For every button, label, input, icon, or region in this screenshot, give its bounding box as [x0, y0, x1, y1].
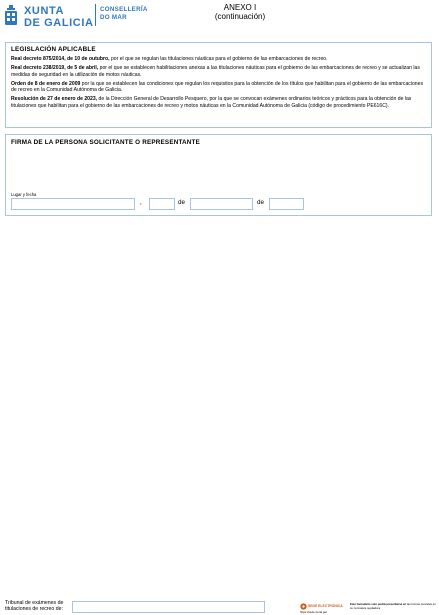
legislation-item-ref: Real decreto 875/2014, de 10 de outubro, [11, 56, 111, 62]
sede-logo-icon [300, 603, 307, 610]
submission-note-text: las formas previstas en su normativa reguladora [350, 602, 436, 610]
place-date-label: Lugar y fecha [11, 192, 37, 197]
signature-title: FIRMA DE LA PERSONA SOLICITANTE O REPRESENTANTE [11, 139, 200, 146]
legislation-item [11, 56, 427, 62]
legislation-item [11, 81, 427, 94]
de-separator-2: de [257, 199, 265, 206]
legislation-item-text: por el que se establecen habilitaciones anexas a las titulaciones náuticas para el gobierno de las embarcaciones de recreo y se actualizan las medidas de seguridad en la utilización de motos náuticas. [11, 65, 420, 78]
submission-note-bold: Este formulario solo podrá presentarse en [350, 602, 407, 606]
logo-divider [95, 4, 96, 26]
legislation-item-ref: Real decreto 238/2019, de 5 de abril, [11, 65, 100, 72]
submission-note [350, 603, 436, 610]
annex-subtitle: (continuación) [214, 12, 266, 21]
comma-separator: , [140, 199, 142, 206]
page-header [0, 0, 439, 40]
year-field[interactable] [269, 198, 304, 210]
department-line-2: DO MAR [100, 14, 127, 21]
day-field[interactable] [149, 198, 175, 210]
legislation-item-text: por el que se regulan las titulaciones náuticas para el gobierno de las embarcaciones de recreo. [110, 56, 328, 62]
legislation-title: LEGISLACIÓN APLICABLE [11, 46, 96, 53]
sede-label: SEDE ELECTRÓNICA [308, 603, 343, 608]
legislation-list [11, 56, 427, 112]
tribunal-label: Tribunal de exámenes de titulaciones de recreo de: [5, 600, 64, 612]
legislation-item-ref: Resolución de 27 de enero de 2023, [11, 96, 99, 103]
de-separator-1: de [178, 199, 186, 206]
legislation-item-text: de la Dirección General de Desarrollo Pesquero, por la que se convocan exámenes ordinarios teóricos y prácticos para la obtención de las titulaciones que habilitan para el gobierno de las embarcaciones de recreo y motos náuticas en la Comunidad Autónoma de Galicia (código de procedimiento PE616C). [11, 96, 412, 109]
logo-text-xunta: XUNTA [24, 5, 65, 17]
place-field[interactable] [11, 198, 135, 210]
legislation-item-ref: Orden de 8 de enero de 2009 [11, 80, 82, 87]
legislation-item [11, 65, 427, 78]
legislation-item [11, 96, 427, 109]
department-line-1: CONSELLERÍA [100, 6, 148, 13]
annex-heading [180, 3, 300, 21]
page-footer [0, 596, 439, 615]
signature-section [5, 134, 432, 216]
tribunal-field[interactable] [72, 601, 265, 613]
xunta-logo [4, 4, 98, 30]
sede-url: https://sede.xunta.gal [300, 610, 327, 614]
legislation-section [5, 42, 432, 128]
xunta-emblem-icon [4, 5, 18, 27]
logo-text-galicia: DE GALICIA [24, 17, 94, 29]
month-field[interactable] [190, 198, 253, 210]
annex-title: ANEXO I [223, 3, 257, 12]
legislation-item-text: por la que se establecen las condiciones que regulan los requisitos para la obtención de los títulos que habilitan para el gobierno de las embarcaciones de recreo en la Comunidad Autónoma de Galicia. [11, 80, 424, 94]
